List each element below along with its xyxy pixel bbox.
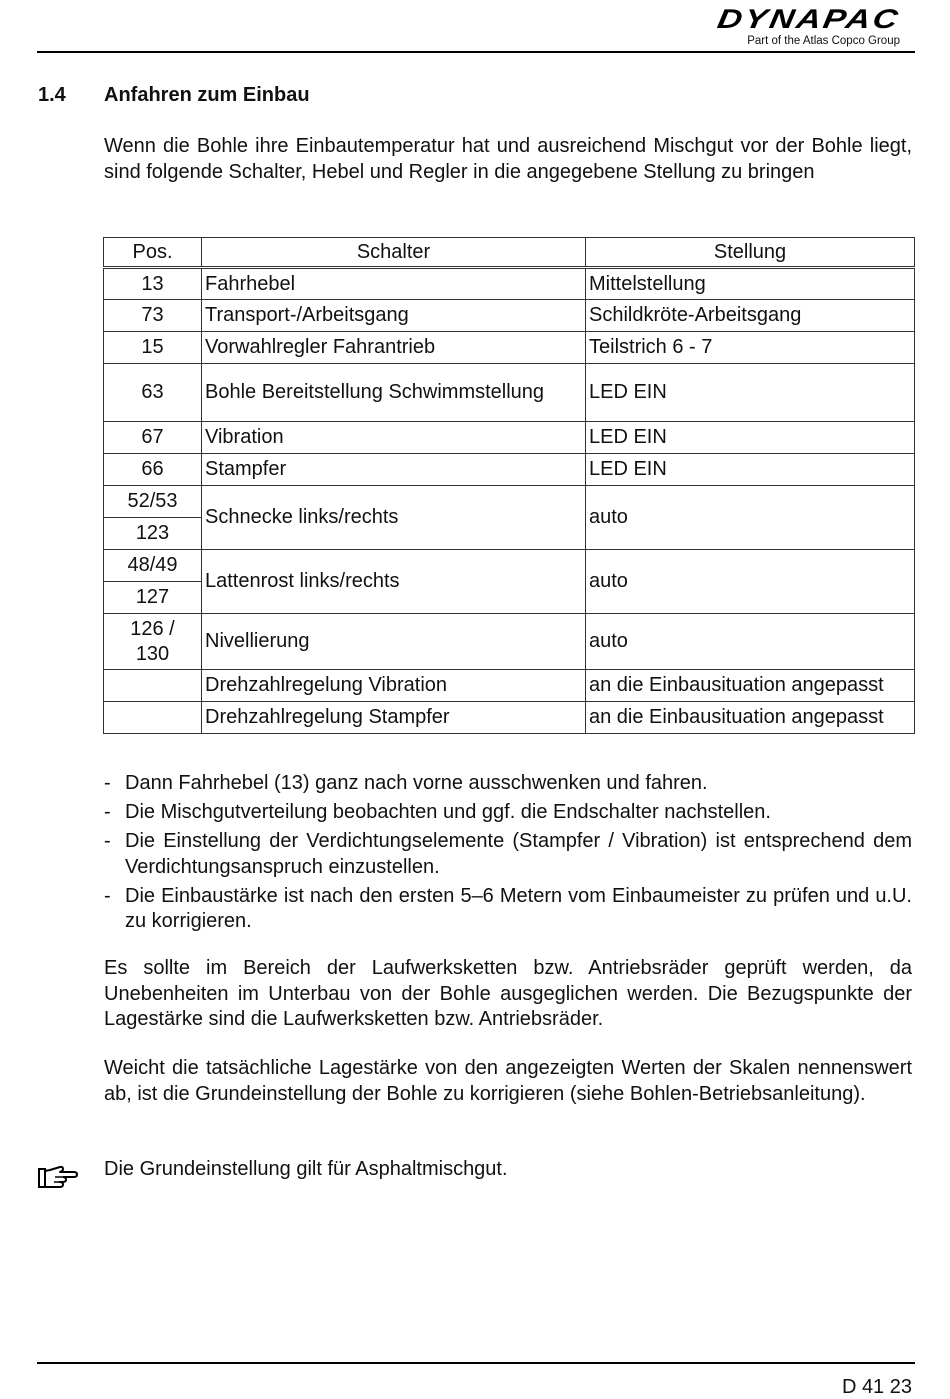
cell-pos: 66 <box>104 454 202 486</box>
cell-setting: an die Einbausituation angepasst <box>586 670 915 702</box>
header-rule <box>37 51 915 53</box>
table-row <box>104 422 915 454</box>
list-item-text: Die Einstellung der Verdichtungselemente (Stampfer / Vibration) ist entsprechend dem Verdichtungsanspruch einzustellen. <box>125 830 912 878</box>
table-row <box>104 614 915 670</box>
pointing-hand-icon <box>36 1164 78 1190</box>
list-item: - Die Einstellung der Verdichtungselemente (Stampfer / Vibration) ist entsprechend dem Verdichtungsanspruch einzustellen. <box>104 830 912 878</box>
cell-switch: Nivellierung <box>202 614 586 670</box>
list-item: - Dann Fahrhebel (13) ganz nach vorne ausschwenken und fahren. <box>104 772 708 794</box>
header-switch: Schalter <box>202 238 586 268</box>
cell-setting: auto <box>586 486 915 550</box>
brand-tagline: Part of the Atlas Copco Group <box>747 35 900 47</box>
cell-switch: Bohle Bereitstellung Schwimmstellung <box>202 364 586 422</box>
cell-switch: Fahrhebel <box>202 268 586 300</box>
intro-paragraph: Wenn die Bohle ihre Einbautemperatur hat und ausreichend Mischgut vor der Bohle liegt, sind folgende Schalter, Hebel und Regler in die angegebene Stellung zu bringen <box>104 135 912 183</box>
table-row <box>104 268 915 300</box>
cell-setting: Mittelstellung <box>586 268 915 300</box>
table-row <box>104 454 915 486</box>
cell-pos: 13 <box>104 268 202 300</box>
cell-pos: 127 <box>104 582 202 614</box>
instruction-list <box>104 771 912 938</box>
cell-pos: 63 <box>104 364 202 422</box>
cell-pos: 73 <box>104 300 202 332</box>
table-row <box>104 670 915 702</box>
cell-switch: Stampfer <box>202 454 586 486</box>
page-number: D 41 23 <box>841 1376 912 1398</box>
cell-pos: 48/49 <box>104 550 202 582</box>
table-row <box>104 300 915 332</box>
cell-switch: Drehzahlregelung Vibration <box>202 670 586 702</box>
cell-switch: Schnecke links/rechts <box>202 486 586 550</box>
footer-rule <box>37 1362 915 1364</box>
cell-setting: LED EIN <box>586 454 915 486</box>
list-item: - Die Mischgutverteilung beobachten und ggf. die Endschalter nachstellen. <box>104 801 771 823</box>
list-item-text: Die Mischgutverteilung beobachten und ggf. die Endschalter nachstellen. <box>125 801 771 823</box>
paragraph-chains: Es sollte im Bereich der Laufwerksketten bzw. Antriebsräder geprüft werden, da Unebenheiten im Unterbau von der Bohle ausgeglichen werden. Die Bezugspunkte der Lagestärke sind die Laufwerksketten bzw. Antriebsräder. <box>104 957 912 1030</box>
cell-pos: 67 <box>104 422 202 454</box>
table-row <box>104 702 915 734</box>
cell-pos <box>104 670 202 702</box>
cell-setting: Teilstrich 6 - 7 <box>586 332 915 364</box>
brand-logo <box>715 4 903 47</box>
cell-pos: 15 <box>104 332 202 364</box>
cell-pos: 126 / 130 <box>104 614 202 670</box>
list-item: - Die Einbaustärke ist nach den ersten 5–6 Metern vom Einbaumeister zu prüfen und u.U. zu korrigieren. <box>104 884 912 932</box>
cell-setting: LED EIN <box>586 364 915 422</box>
cell-switch: Lattenrost links/rechts <box>202 550 586 614</box>
note-text: Die Grundeinstellung gilt für Asphaltmischgut. <box>104 1158 508 1180</box>
cell-pos: 123 <box>104 518 202 550</box>
table-row <box>104 486 915 518</box>
list-item-text: Die Einbaustärke ist nach den ersten 5–6 Metern vom Einbaumeister zu prüfen und u.U. zu korrigieren. <box>125 884 912 932</box>
table-row <box>104 364 915 422</box>
table-header-row <box>104 238 915 268</box>
paragraph-correction: Weicht die tatsächliche Lagestärke von den angezeigten Werten der Skalen nennenswert ab, ist die Grundeinstellung der Bohle zu korrigieren (siehe Bohlen-Betriebsanleitung). <box>104 1057 912 1105</box>
cell-pos: 52/53 <box>104 486 202 518</box>
brand-wordmark: DYNAPAC <box>715 4 903 34</box>
cell-setting: auto <box>586 550 915 614</box>
table-row <box>104 332 915 364</box>
table-row <box>104 550 915 582</box>
cell-switch: Transport-/Arbeitsgang <box>202 300 586 332</box>
cell-setting: LED EIN <box>586 422 915 454</box>
section-title: Anfahren zum Einbau <box>104 84 310 106</box>
section-number: 1.4 <box>38 84 66 106</box>
cell-switch: Vorwahlregler Fahrantrieb <box>202 332 586 364</box>
header-setting: Stellung <box>586 238 915 268</box>
cell-switch: Vibration <box>202 422 586 454</box>
cell-setting: an die Einbausituation angepasst <box>586 702 915 734</box>
switch-settings-table <box>103 237 915 734</box>
cell-setting: Schildkröte-Arbeitsgang <box>586 300 915 332</box>
header-pos: Pos. <box>104 238 202 268</box>
list-item-text: Dann Fahrhebel (13) ganz nach vorne ausschwenken und fahren. <box>125 772 708 794</box>
cell-setting: auto <box>586 614 915 670</box>
cell-switch: Drehzahlregelung Stampfer <box>202 702 586 734</box>
cell-pos <box>104 702 202 734</box>
